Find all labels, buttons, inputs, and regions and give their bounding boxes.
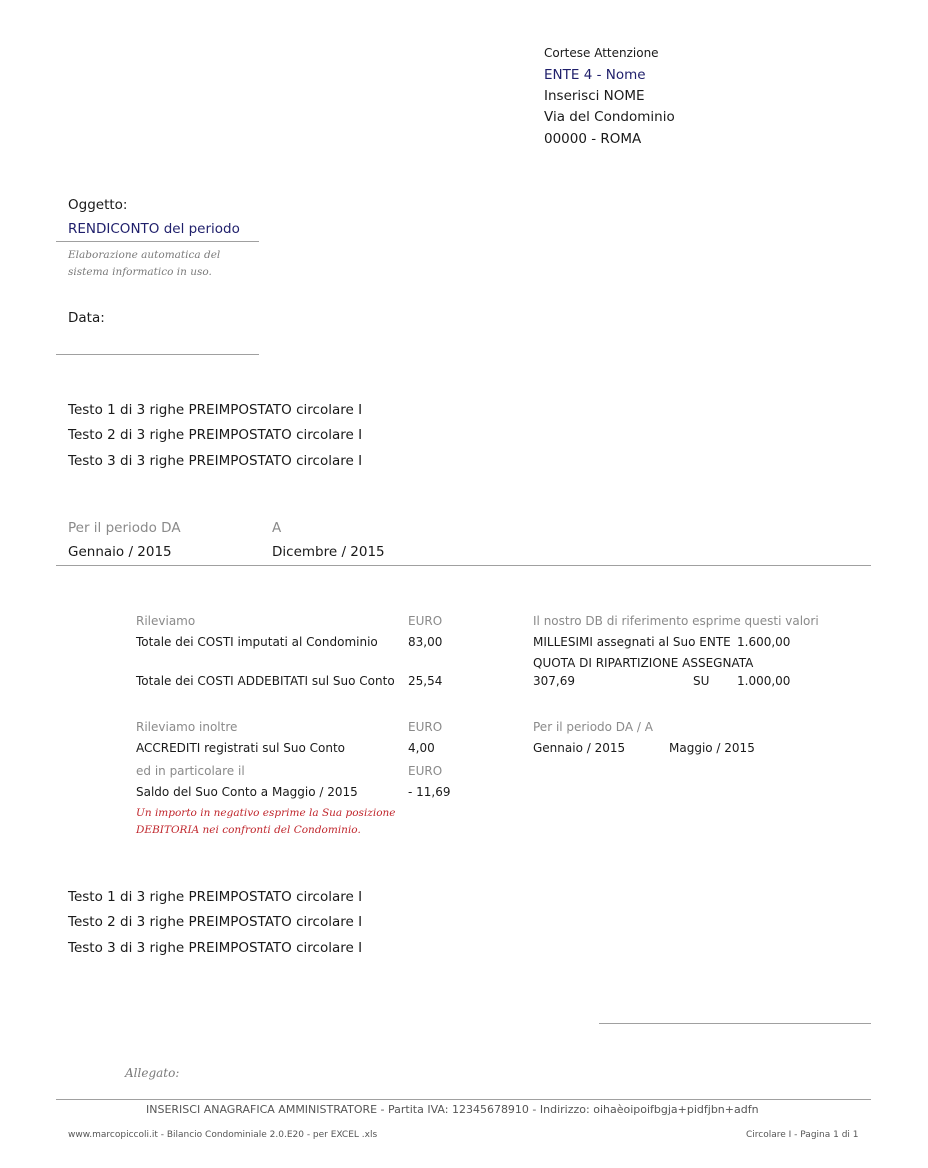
millesimi-value: 1.600,00	[737, 635, 791, 649]
date-divider	[56, 354, 259, 355]
quota-label: QUOTA DI RIPARTIZIONE ASSEGNATA	[533, 656, 754, 670]
credits-value: 4,00	[408, 741, 435, 755]
sub-period-to: Maggio / 2015	[669, 741, 755, 755]
period-divider	[56, 565, 871, 566]
recipient-street: Via del Condominio	[544, 109, 675, 125]
period-from-value: Gennaio / 2015	[68, 544, 172, 560]
date-label: Data:	[68, 310, 105, 326]
quota-su: SU	[693, 674, 710, 688]
attachment-label: Allegato:	[125, 1066, 180, 1080]
warning-line1: Un importo in negativo esprime la Sua posizione	[136, 807, 396, 819]
intro-line-2: Testo 2 di 3 righe PREIMPOSTATO circolare I	[68, 427, 363, 443]
sub-period-label: Per il periodo DA / A	[533, 720, 653, 734]
recipient-entity: ENTE 4 - Nome	[544, 67, 646, 83]
subject-divider	[56, 241, 259, 242]
costs-total-label: Totale dei COSTI imputati al Condominio	[136, 635, 378, 649]
costs-total-value: 83,00	[408, 635, 443, 649]
balance-label: Saldo del Suo Conto a Maggio / 2015	[136, 785, 358, 799]
period-to-label: A	[272, 520, 282, 536]
particular-euro: EURO	[408, 764, 443, 778]
closing-line-2: Testo 2 di 3 righe PREIMPOSTATO circolare I	[68, 914, 363, 930]
period-to-value: Dicembre / 2015	[272, 544, 385, 560]
subject-note-line1: Elaborazione automatica del	[68, 249, 221, 261]
period-from-label: Per il periodo DA	[68, 520, 181, 536]
footer-admin: INSERISCI ANAGRAFICA AMMINISTRATORE - Partita IVA: 12345678910 - Indirizzo: oihaèoipoifbgja+pidfjbn+adfn	[146, 1103, 759, 1116]
sub-period-from: Gennaio / 2015	[533, 741, 626, 755]
closing-line-1: Testo 1 di 3 righe PREIMPOSTATO circolare I	[68, 889, 363, 905]
recipient-city: 00000 - ROMA	[544, 131, 642, 147]
closing-line-3: Testo 3 di 3 righe PREIMPOSTATO circolare I	[68, 940, 363, 956]
more-label: Rileviamo inoltre	[136, 720, 238, 734]
subject-value: RENDICONTO del periodo	[68, 221, 240, 237]
intro-line-1: Testo 1 di 3 righe PREIMPOSTATO circolare I	[68, 402, 363, 418]
attention-label: Cortese Attenzione	[544, 46, 659, 60]
db-note: Il nostro DB di riferimento esprime questi valori	[533, 614, 819, 628]
signature-line	[599, 1023, 871, 1024]
warning-line2: DEBITORIA nei confronti del Condominio.	[136, 824, 361, 836]
footer-right: Circolare I - Pagina 1 di 1	[746, 1130, 859, 1140]
footer-left: www.marcopiccoli.it - Bilancio Condominiale 2.0.E20 - per EXCEL .xls	[68, 1130, 378, 1140]
quota-value: 307,69	[533, 674, 575, 688]
balance-value: - 11,69	[408, 785, 451, 799]
recipient-name: Inserisci NOME	[544, 88, 645, 104]
footer-divider	[56, 1099, 871, 1100]
subject-note-line2: sistema informatico in uso.	[68, 266, 212, 278]
credits-label: ACCREDITI registrati sul Suo Conto	[136, 741, 345, 755]
costs-charged-value: 25,54	[408, 674, 443, 688]
millesimi-label: MILLESIMI assegnati al Suo ENTE	[533, 635, 731, 649]
subject-label: Oggetto:	[68, 197, 128, 213]
costs-charged-label: Totale dei COSTI ADDEBITATI sul Suo Conto	[136, 674, 395, 688]
summary-header-euro: EURO	[408, 614, 443, 628]
particular-label: ed in particolare il	[136, 764, 245, 778]
summary-header-label: Rileviamo	[136, 614, 196, 628]
more-euro: EURO	[408, 720, 443, 734]
intro-line-3: Testo 3 di 3 righe PREIMPOSTATO circolare I	[68, 453, 363, 469]
quota-base: 1.000,00	[737, 674, 791, 688]
